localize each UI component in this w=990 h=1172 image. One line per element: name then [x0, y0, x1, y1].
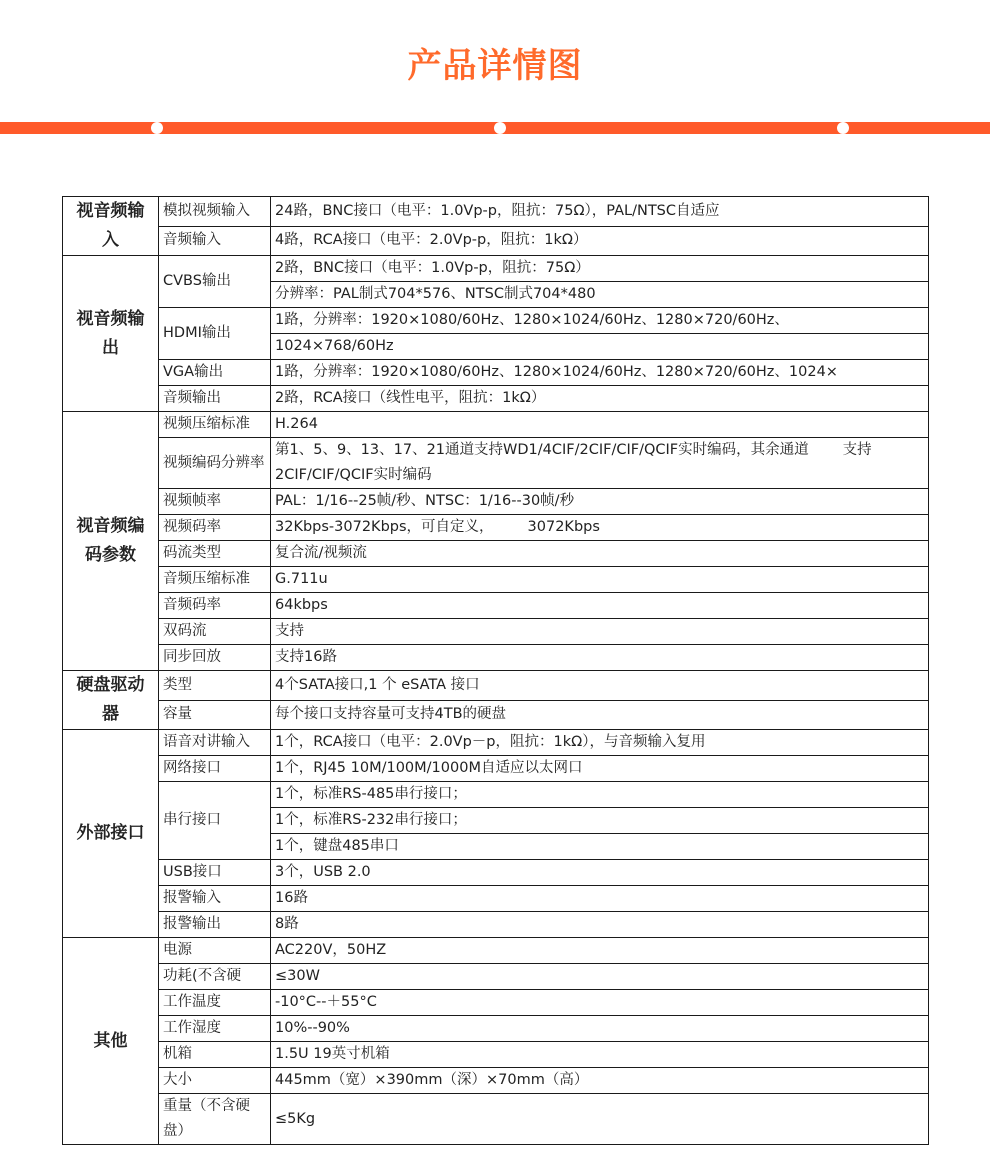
- spec-value: 2路，BNC接口（电平：1.0Vp-p，阻抗：75Ω）: [271, 256, 929, 282]
- spec-label: 同步回放: [159, 645, 271, 671]
- spec-value: 16路: [271, 886, 929, 912]
- spec-value: 2路，RCA接口（线性电平，阻抗：1kΩ）: [271, 386, 929, 412]
- spec-label: 音频输入: [159, 226, 271, 256]
- table-row: [63, 645, 929, 671]
- spec-value: 8路: [271, 912, 929, 938]
- spec-value: 分辨率：PAL制式704*576、NTSC制式704*480: [271, 282, 929, 308]
- spec-label: 双码流: [159, 619, 271, 645]
- table-row: [63, 438, 929, 489]
- spec-label: 重量（不含硬盘）: [159, 1094, 271, 1145]
- spec-value: 每个接口支持容量可支持4TB的硬盘: [271, 700, 929, 730]
- table-row: [63, 412, 929, 438]
- table-row: [63, 1016, 929, 1042]
- table-row: [63, 489, 929, 515]
- spec-value: 1.5U 19英寸机箱: [271, 1042, 929, 1068]
- spec-label: 音频压缩标准: [159, 567, 271, 593]
- spec-label: CVBS输出: [159, 256, 271, 308]
- spec-label: 类型: [159, 671, 271, 701]
- divider-dot: [151, 122, 163, 134]
- table-row: [63, 990, 929, 1016]
- table-row: [63, 1042, 929, 1068]
- spec-value: AC220V，50HZ: [271, 938, 929, 964]
- spec-value: ≤30W: [271, 964, 929, 990]
- table-row: [63, 256, 929, 282]
- page-title: 产品详情图: [407, 46, 583, 86]
- spec-label: 大小: [159, 1068, 271, 1094]
- spec-value: PAL：1/16--25帧/秒、NTSC：1/16--30帧/秒: [271, 489, 929, 515]
- spec-label: VGA输出: [159, 360, 271, 386]
- spec-value: 1个，RCA接口（电平：2.0Vp－p，阻抗：1kΩ），与音频输入复用: [271, 730, 929, 756]
- spec-label: 音频输出: [159, 386, 271, 412]
- spec-value-part: 32Kbps-3072Kbps，可自定义，: [275, 519, 494, 535]
- spec-value: 64kbps: [271, 593, 929, 619]
- spec-value: 1路，分辨率：1920×1080/60Hz、1280×1024/60Hz、1280×720/60Hz、: [271, 308, 929, 334]
- spec-label: 网络接口: [159, 756, 271, 782]
- spec-label: HDMI输出: [159, 308, 271, 360]
- spec-label: 报警输出: [159, 912, 271, 938]
- table-row: [63, 860, 929, 886]
- spec-value: G.711u: [271, 567, 929, 593]
- spec-label: 语音对讲输入: [159, 730, 271, 756]
- spec-value: 复合流/视频流: [271, 541, 929, 567]
- spec-value: 3个，USB 2.0: [271, 860, 929, 886]
- table-row: [63, 567, 929, 593]
- table-row: [63, 756, 929, 782]
- spec-value-part: 第1、5、9、13、17、21通道支持WD1/4CIF/2CIF/CIF/QCIF实时编码，其余通道: [275, 442, 809, 458]
- spec-value: 1024×768/60Hz: [271, 334, 929, 360]
- spec-value-part: 支持2CIF/CIF/QCIF实时编码: [275, 442, 872, 483]
- spec-value: 4路，RCA接口（电平：2.0Vp-p，阻抗：1kΩ）: [271, 226, 929, 256]
- spec-value: 10%--90%: [271, 1016, 929, 1042]
- spec-value: 支持16路: [271, 645, 929, 671]
- spec-value-part: 3072Kbps: [527, 519, 600, 535]
- spec-label: 视频编码分辨率: [159, 438, 271, 489]
- spec-value: 1个，键盘485串口: [271, 834, 929, 860]
- table-row: [63, 226, 929, 256]
- table-row: [63, 671, 929, 701]
- spec-value: 445mm（宽）×390mm（深）×70mm（高）: [271, 1068, 929, 1094]
- spec-label: 工作温度: [159, 990, 271, 1016]
- spec-label: 音频码率: [159, 593, 271, 619]
- spec-label: 功耗(不含硬: [159, 964, 271, 990]
- table-row: [63, 964, 929, 990]
- category-cell: 其他: [63, 938, 159, 1145]
- table-row: [63, 1068, 929, 1094]
- spec-value: -10°C--＋55°C: [271, 990, 929, 1016]
- divider-dot: [494, 122, 506, 134]
- table-row: [63, 386, 929, 412]
- table-row: [63, 938, 929, 964]
- table-row: [63, 782, 929, 808]
- spec-label: 模拟视频输入: [159, 197, 271, 227]
- category-cell: 视音频输入: [63, 197, 159, 256]
- spec-label: 码流类型: [159, 541, 271, 567]
- table-row: [63, 730, 929, 756]
- table-row: [63, 360, 929, 386]
- spec-value: 24路，BNC接口（电平：1.0Vp-p，阻抗：75Ω），PAL/NTSC自适应: [271, 197, 929, 227]
- spec-label: 视频压缩标准: [159, 412, 271, 438]
- spec-label: 工作湿度: [159, 1016, 271, 1042]
- table-row: [63, 515, 929, 541]
- table-row: [63, 619, 929, 645]
- table-row: [63, 308, 929, 334]
- spec-label: 报警输入: [159, 886, 271, 912]
- table-row: [63, 700, 929, 730]
- spec-value: 4个SATA接口,1 个 eSATA 接口: [271, 671, 929, 701]
- spec-label: 容量: [159, 700, 271, 730]
- spec-value: H.264: [271, 412, 929, 438]
- spec-label: 串行接口: [159, 782, 271, 860]
- table-row: [63, 593, 929, 619]
- spec-label: USB接口: [159, 860, 271, 886]
- spec-value: 1路，分辨率：1920×1080/60Hz、1280×1024/60Hz、1280×720/60Hz、1024×: [271, 360, 929, 386]
- spec-label: 机箱: [159, 1042, 271, 1068]
- divider-dot: [837, 122, 849, 134]
- category-cell: 视音频编码参数: [63, 412, 159, 671]
- spec-value: ≤5Kg: [271, 1094, 929, 1145]
- category-cell: 外部接口: [63, 730, 159, 938]
- spec-value: 支持: [271, 619, 929, 645]
- table-row: [63, 197, 929, 227]
- spec-value: [271, 438, 929, 489]
- spec-table: [62, 196, 929, 1145]
- spec-label: 视频帧率: [159, 489, 271, 515]
- table-row: [63, 886, 929, 912]
- table-row: [63, 541, 929, 567]
- spec-value: 1个，RJ45 10M/100M/1000M自适应以太网口: [271, 756, 929, 782]
- table-row: [63, 912, 929, 938]
- spec-label: 视频码率: [159, 515, 271, 541]
- spec-label: 电源: [159, 938, 271, 964]
- spec-value: 1个，标准RS-232串行接口；: [271, 808, 929, 834]
- category-cell: 视音频输出: [63, 256, 159, 412]
- spec-value: 1个，标准RS-485串行接口；: [271, 782, 929, 808]
- category-cell: 硬盘驱动器: [63, 671, 159, 730]
- table-row: [63, 1094, 929, 1145]
- spec-value: [271, 515, 929, 541]
